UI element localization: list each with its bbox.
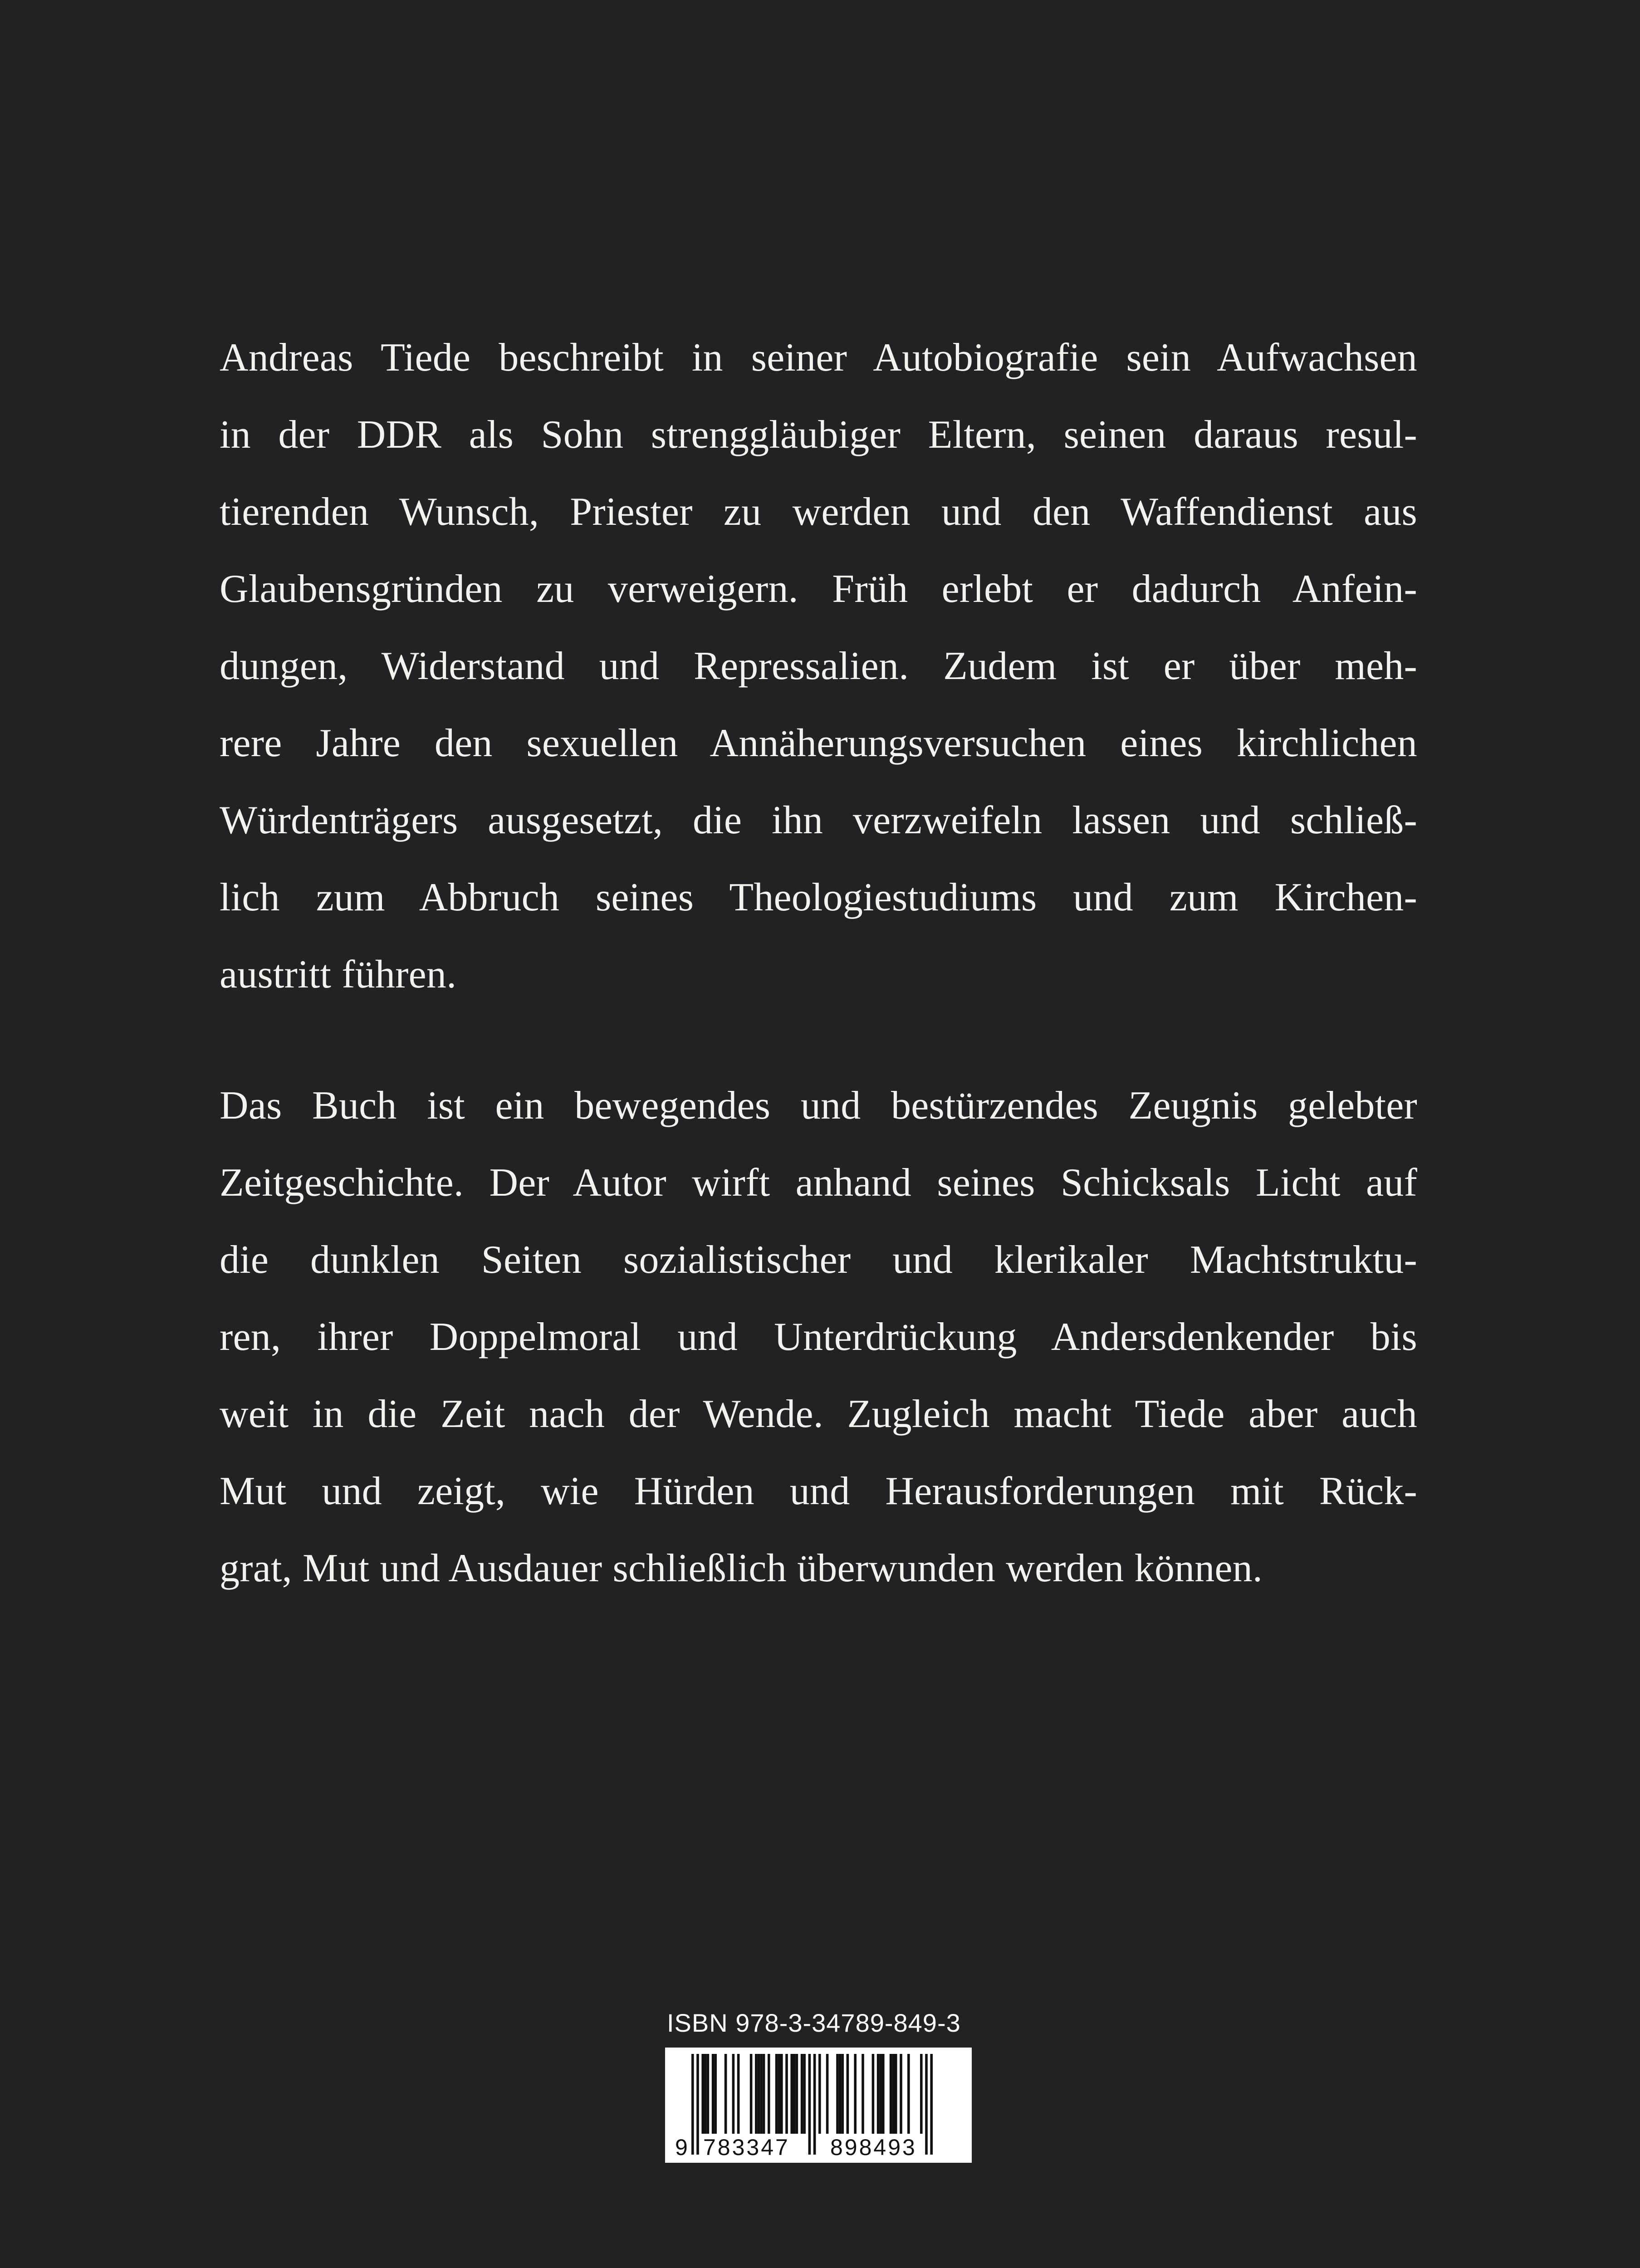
barcode-bar [854, 2054, 857, 2134]
isbn-block [665, 2005, 974, 2163]
blurb-line: Das Buch ist ein bewegendes und bestürzendes Zeugnis gelebter [220, 1084, 1417, 1128]
barcode-bar [877, 2054, 880, 2134]
barcode-bar [900, 2054, 902, 2134]
barcode-bar [763, 2054, 765, 2134]
blurb-paragraph-2 [220, 1067, 1417, 1607]
barcode-bar [895, 2054, 897, 2134]
blurb-line: austritt führen. [220, 953, 457, 997]
barcode-bar [862, 2054, 864, 2134]
barcode-bar [818, 2054, 821, 2134]
barcode [665, 2048, 972, 2163]
barcode-bar [778, 2054, 780, 2134]
barcode-bar [803, 2054, 806, 2134]
barcode-bar [841, 2054, 844, 2134]
barcode-bar [790, 2054, 793, 2134]
blurb-line: rere Jahre den sexuellen Annäherungsversuchen eines kirchlichen [220, 721, 1417, 765]
barcode-bar [813, 2054, 816, 2155]
barcode-bar [714, 2054, 717, 2134]
barcode-bar [839, 2054, 842, 2134]
barcode-bar [780, 2054, 783, 2134]
barcode-left-digits: 783347 [703, 2135, 790, 2160]
barcode-bar [758, 2054, 760, 2134]
barcode-bar [696, 2054, 699, 2155]
barcode-bar [775, 2054, 778, 2134]
barcode-bar [879, 2054, 882, 2134]
barcode-bar [930, 2054, 933, 2155]
blurb-line: weit in die Zeit nach der Wende. Zugleich macht Tiede aber auch [220, 1392, 1417, 1436]
blurb-line: tierenden Wunsch, Priester zu werden und den Waffendienst aus [220, 490, 1417, 534]
barcode-bar [882, 2054, 885, 2134]
blurb-line: Andreas Tiede beschreibt in seiner Autobiografie sein Aufwachsen [220, 336, 1417, 380]
barcode-right-digits: 898493 [830, 2135, 917, 2160]
barcode-bar [907, 2054, 910, 2134]
blurb-line: Glaubensgründen zu verweigern. Früh erlebt er dadurch Anfein- [220, 567, 1417, 611]
blurb-paragraph-1 [220, 319, 1417, 1013]
barcode-lead-digit: 9 [675, 2135, 690, 2160]
barcode-bar [892, 2054, 895, 2134]
barcode-bar [712, 2054, 715, 2134]
barcode-bar [808, 2054, 811, 2155]
blurb-line: die dunklen Seiten sozialistischer und klerikaler Machtstruktu- [220, 1238, 1417, 1282]
barcode-bar [732, 2054, 735, 2134]
barcode-bar [737, 2054, 740, 2134]
barcode-bar [801, 2054, 803, 2134]
barcode-bar [691, 2054, 694, 2155]
blurb-line: Zeitgeschichte. Der Autor wirft anhand seines Schicksals Licht auf [220, 1161, 1417, 1205]
barcode-bar [826, 2054, 829, 2134]
barcode-bar [750, 2054, 753, 2134]
barcode-bar [796, 2054, 798, 2134]
barcode-bar [836, 2054, 839, 2134]
blurb-line: grat, Mut und Ausdauer schließlich überwunden werden können. [220, 1546, 1263, 1590]
blurb-line: in der DDR als Sohn strenggläubiger Eltern, seinen daraus resul- [220, 413, 1417, 457]
barcode-bar [920, 2054, 923, 2134]
barcode-bar [701, 2054, 704, 2134]
blurb-line: ren, ihrer Doppelmoral und Unterdrückung Andersdenkender bis [220, 1315, 1417, 1359]
barcode-bar [890, 2054, 892, 2134]
barcode-bar [847, 2054, 849, 2134]
blurb-line: dungen, Widerstand und Repressalien. Zudem ist er über meh- [220, 644, 1417, 688]
isbn-label: ISBN 978-3-34789-849-3 [667, 2009, 961, 2037]
blurb-line: Würdenträgers ausgesetzt, die ihn verzweifeln lassen und schließ- [220, 798, 1417, 842]
barcode-bar [725, 2054, 727, 2134]
barcode-bar [760, 2054, 763, 2134]
barcode-bar [704, 2054, 707, 2134]
barcode-bar [793, 2054, 796, 2134]
barcode-bar [872, 2054, 875, 2134]
barcode-bar [755, 2054, 758, 2134]
blurb-line: lich zum Abbruch seines Theologiestudiums und zum Kirchen- [220, 875, 1417, 919]
barcode-bar [785, 2054, 788, 2134]
blurb-line: Mut und zeigt, wie Hürden und Herausforderungen mit Rück- [220, 1469, 1417, 1513]
barcode-bar [707, 2054, 710, 2134]
barcode-bar [925, 2054, 928, 2155]
barcode-bar [768, 2054, 770, 2134]
